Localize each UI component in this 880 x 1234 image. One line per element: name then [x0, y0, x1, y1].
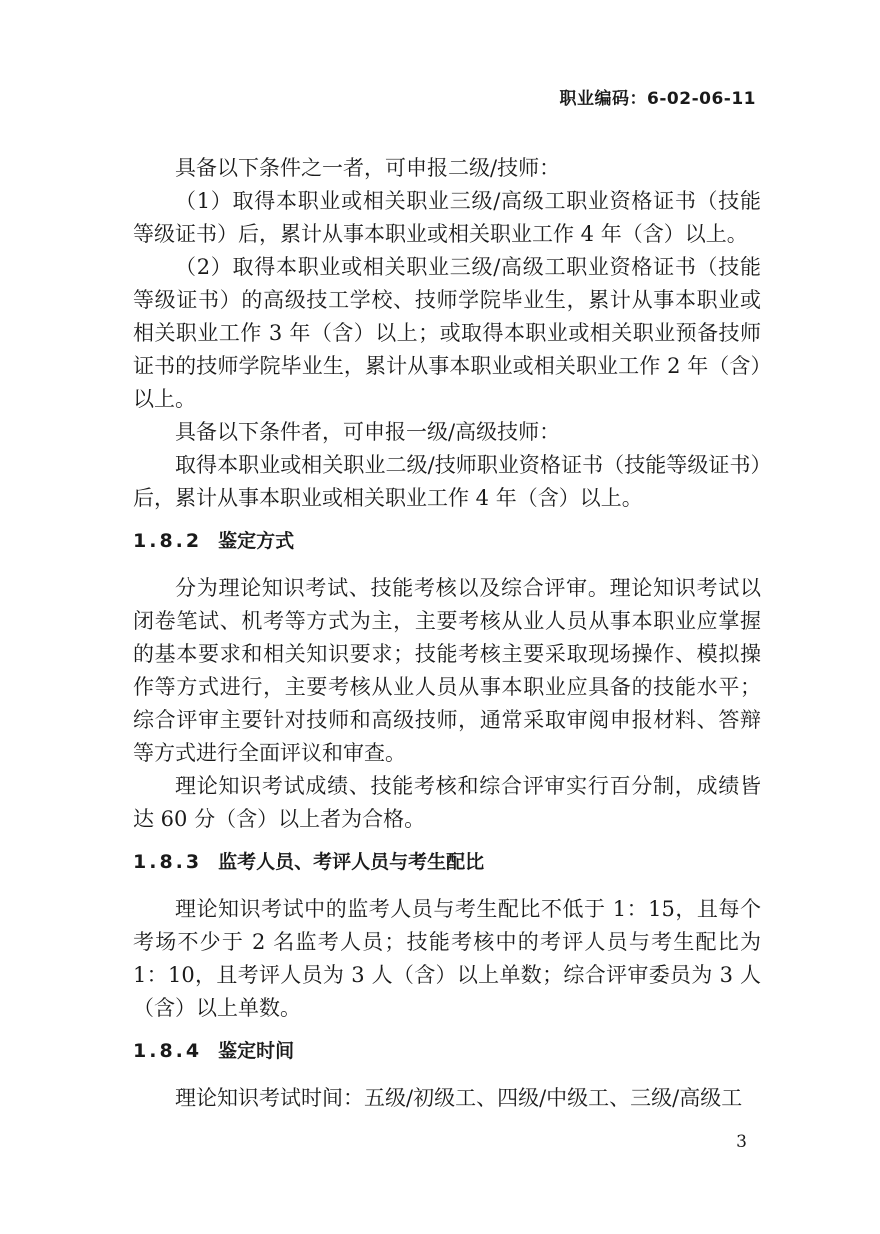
section-number: 1.8.3: [133, 851, 203, 873]
section-number: 1.8.4: [133, 1040, 203, 1062]
paragraph: 具备以下条件之一者，可申报二级/技师：: [175, 156, 561, 180]
paragraph: （1）取得本职业或相关职业三级/高级工职业资格证书（技能等级证书）后，累计从事本职业或相关职业工作 4 年（含）以上。: [133, 189, 761, 246]
section-title: 监考人员、考评人员与考生配比: [218, 851, 485, 873]
page-number: 3: [736, 1132, 747, 1152]
section-number: 1.8.2: [133, 530, 203, 552]
paragraph: （2）取得本职业或相关职业三级/高级工职业资格证书（技能等级证书）的高级技工学校、技师学院毕业生，累计从事本职业或相关职业工作 3 年（含）以上；或取得本职业或相关职业预备技师证书的技师学院毕业生，累计从事本职业或相关职业工作 2 年（含）以上。: [133, 255, 761, 411]
paragraph: 理论知识考试中的监考人员与考生配比不低于 1：15，且每个考场不少于 2 名监考人员；技能考核中的考评人员与考生配比为 1：10，且考评人员为 3 人（含）以上单数；综合评审委员为 3 人（含）以上单数。: [133, 897, 761, 1020]
paragraph: 理论知识考试时间：五级/初级工、四级/中级工、三级/高级工: [175, 1086, 743, 1110]
occupation-code: 职业编码：6-02-06-11: [559, 89, 756, 109]
paragraph: 取得本职业或相关职业二级/技师职业资格证书（技能等级证书）后，累计从事本职业或相关职业工作 4 年（含）以上。: [133, 453, 761, 510]
paragraph: 具备以下条件者，可申报一级/高级技师：: [175, 420, 561, 444]
section-heading-1-8-2: [133, 525, 761, 558]
section-heading-1-8-4: [133, 1035, 761, 1068]
paragraph: 分为理论知识考试、技能考核以及综合评审。理论知识考试以闭卷笔试、机考等方式为主，主要考核从业人员从事本职业应掌握的基本要求和相关知识要求；技能考核主要采取现场操作、模拟操作等方式进行，主要考核从业人员从事本职业应具备的技能水平；综合评审主要针对技师和高级技师，通常采取审阅申报材料、答辩等方式进行全面评议和审查。: [133, 576, 761, 765]
document-body: [133, 152, 761, 1115]
section-title: 鉴定时间: [218, 1040, 295, 1062]
section-title: 鉴定方式: [218, 530, 295, 552]
section-heading-1-8-3: [133, 846, 761, 879]
paragraph: 理论知识考试成绩、技能考核和综合评审实行百分制，成绩皆达 60 分（含）以上者为合格。: [133, 774, 761, 831]
